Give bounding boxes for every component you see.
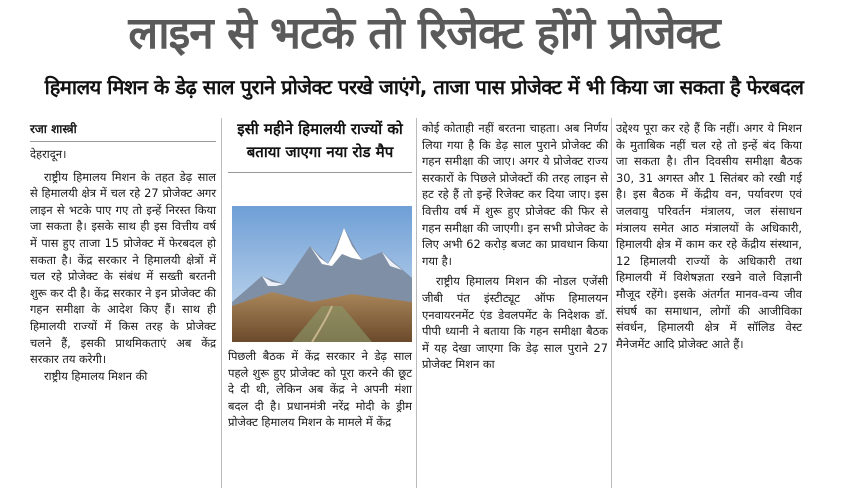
col3-paragraph-2: राष्ट्रीय हिमालय मिशन की नोडल एजेंसी जीबी पंत इंस्टीट्यूट ऑफ हिमालयन एनवायरनमेंट एंड डेवलपमेंट के निदेशक डॉ. पीपी ध्यानी ने बताया कि गहन समीक्षा बैठक में यह देखा जाएगा कि डेढ़ साल पुराने 27 प्रोजेक्ट मिशन का bbox=[422, 274, 608, 372]
col1-paragraph-2: राष्ट्रीय हिमालय मिशन की bbox=[44, 368, 148, 383]
column-divider bbox=[221, 118, 222, 488]
dateline: देहरादून। bbox=[30, 147, 67, 161]
column-divider bbox=[416, 118, 417, 488]
column-divider bbox=[611, 118, 612, 488]
col2-paragraph-1: पिछली बैठक में केंद्र सरकार ने डेढ़ साल पहले शुरू हुए प्रोजेक्ट को पूरा करने की छूट दे दी थी, लेकिन अब केंद्र ने अपनी मंशा बदल दी है। प्रधानमंत्री नरेंद्र मोदी के ड्रीम प्रोजेक्ट हिमालय मिशन के मामले में केंद्र bbox=[228, 349, 412, 430]
column-2 bbox=[228, 348, 412, 431]
column-1 bbox=[30, 120, 216, 384]
box-headline: इसी महीने हिमालयी राज्यों को बताया जाएगा नया रोड मैप bbox=[228, 118, 412, 173]
subheadline: हिमालय मिशन के डेढ़ साल पुराने प्रोजेक्ट परखे जाएंगे, ताजा पास प्रोजेक्ट में भी किया जा सकता है फेरबदल bbox=[44, 75, 804, 99]
headline: लाइन से भटके तो रिजेक्ट होंगे प्रोजेक्ट bbox=[128, 8, 720, 59]
himalaya-mountain-photo bbox=[232, 206, 412, 342]
byline-rule bbox=[30, 141, 216, 142]
column-3 bbox=[422, 120, 608, 373]
col3-paragraph-1: कोई कोताही नहीं बरतना चाहता। अब निर्णय लिया गया है कि डेढ़ साल पुराने प्रोजेक्ट की गहन समीक्षा की जाए। अगर ये प्रोजेक्ट राज्य सरकारों के पिछले प्रोजेक्टों की तरह लाइन से हट रहे हैं तो इन्हें रिजेक्ट कर दिया जाए। इस वित्तीय वर्ष में शुरू हुए प्रोजेक्ट की फिर से गहन समीक्षा की जाएगी। इन सभी प्रोजेक्ट के लिए अभी 62 करोड़ बजट का प्रावधान किया गया है। bbox=[422, 121, 608, 268]
byline: रजा शास्त्री bbox=[30, 122, 77, 136]
col4-paragraph-1: उद्देश्य पूरा कर रहे हैं कि नहीं। अगर ये मिशन के मुताबिक नहीं चल रहे तो इन्हें बंद किया जा सकता है। तीन दिवसीय समीक्षा बैठक 30, 31 अगस्त और 1 सितंबर को रखी गई है। इस बैठक में केंद्रीय वन, पर्यावरण एवं जलवायु परिवर्तन मंत्रालय, जल संसाधन मंत्रालय समेत आठ मंत्रालयों के अधिकारी, हिमालयी क्षेत्र में काम कर रहे केंद्रीय संस्थान, 12 हिमालयी राज्यों के अधिकारी तथा हिमालयी में विशेषज्ञता रखने वाले विज्ञानी मौजूद रहेंगे। इसके अंतर्गत मानव-वन्य जीव संघर्ष का समाधान, लोगों की आजीविका संवर्धन, हिमालयी क्षेत्र में सॉलिड वेस्ट मैनेजमेंट आदि प्रोजेक्ट आते हैं। bbox=[616, 121, 802, 351]
col1-paragraph-1: राष्ट्रीय हिमालय मिशन के तहत डेढ़ साल से हिमालयी क्षेत्र में चल रहे 27 प्रोजेक्ट अगर लाइन से भटके पाए गए तो इन्हें निरस्त किया जा सकता है। इसके साथ ही इस वित्तीय वर्ष में पास हुए ताजा 15 प्रोजेक्ट में फेरबदल हो सकता है। केंद्र सरकार ने हिमालयी क्षेत्रों में चल रहे प्रोजेक्ट के संबंध में सख्ती बरतनी शुरू कर दी है। केंद्र सरकार ने इन प्रोजेक्ट की गहन समीक्षा के आदेश किए हैं। साथ ही हिमालयी राज्यों में किस तरह के प्रोजेक्ट चलने हैं, इसकी प्राथमिकताएं अब केंद्र सरकार तय करेगी। bbox=[30, 169, 216, 367]
column-4 bbox=[616, 120, 802, 352]
